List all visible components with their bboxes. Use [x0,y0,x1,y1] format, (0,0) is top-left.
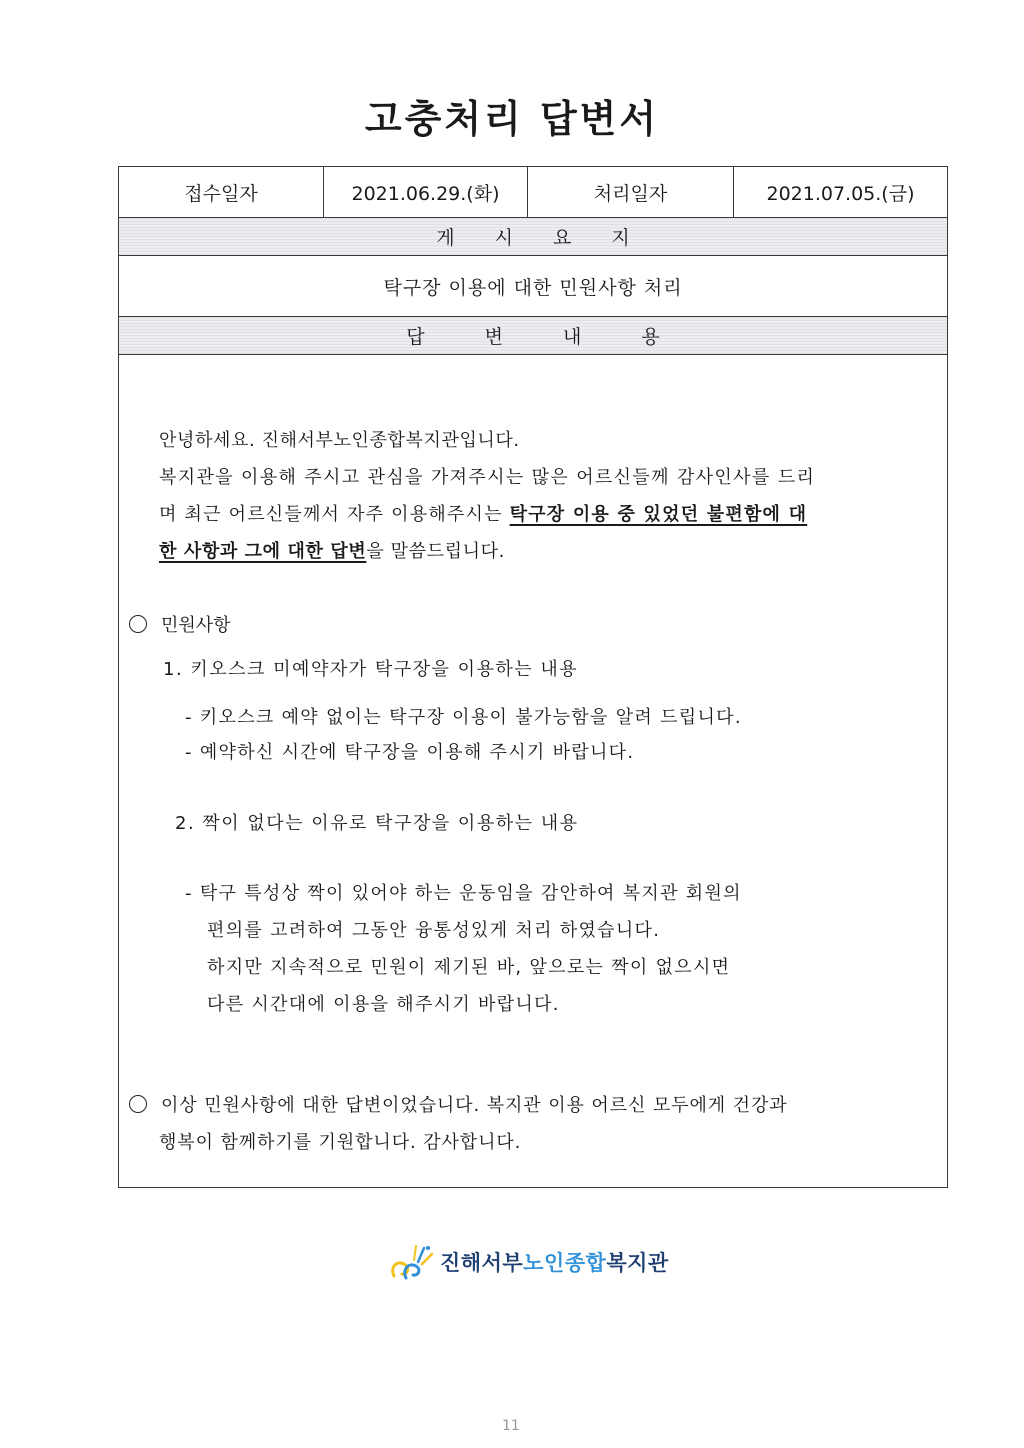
item2-title: 2. 짝이 없다는 이유로 탁구장을 이용하는 내용 [175,813,579,834]
intro-paragraph [159,422,815,570]
answer-header: 답변내용 [406,326,720,348]
document-title: 고충처리 답변서 [364,97,660,141]
item1-bullet-2: - 예약하신 시간에 탁구장을 이용해 주시기 바랍니다. [185,742,635,763]
intro-line-2: 복지관을 이용해 주시고 관심을 가져주시는 많은 어르신들께 감사인사를 드리 [159,467,816,488]
subject-text: 탁구장 이용에 대한 민원사항 처리 [383,276,683,299]
welfare-center-logo [388,1242,669,1282]
intro-line-4-emphasis: 한 사항과 그에 대한 답변 [159,541,367,562]
page-mark: 11 [502,1418,520,1434]
item2-line-2: 편의를 고려하여 그동안 융통성있게 처리 하였습니다. [207,920,661,941]
complaints-heading-label: 민원사항 [161,615,231,636]
subject-header: 게시요지 [436,227,670,249]
item2-line-4: 다른 시간대에 이용을 해주시기 바랍니다. [207,994,560,1015]
intro-line-4 [159,533,815,570]
logo-text [440,1247,669,1277]
logo-text-part-1: 진해서부 [440,1251,524,1275]
answer-header-row [119,317,947,355]
item2-paragraph [185,875,742,1023]
item1-title: 1. 키오스크 미예약자가 탁구장을 이용하는 내용 [163,659,579,680]
intro-line-1: 안녕하세요. 진해서부노인종합복지관입니다. [159,430,520,451]
intro-line-3-emphasis: 탁구장 이용 중 있었던 불편함에 대 [509,504,808,525]
circle-bullet-icon [129,615,147,633]
closing-line-2: 행복이 함께하기를 기원합니다. 감사합니다. [159,1132,522,1153]
intro-line-4-text: 을 말씀드립니다. [366,541,505,562]
circle-bullet-icon [129,1095,147,1113]
processed-date-label: 처리일자 [527,167,733,217]
intro-line-3 [159,496,815,533]
intro-line-3-text: 며 최근 어르신들께서 자주 이용해주시는 [159,504,510,525]
received-date-value: 2021.06.29.(화) [323,167,527,217]
item2-line-1: - 탁구 특성상 짝이 있어야 하는 운동임을 감안하여 복지관 회원의 [185,883,742,904]
logo-text-part-2: 노인종합 [523,1251,607,1275]
subject-row [119,256,947,317]
processed-date-value: 2021.07.05.(금) [733,167,947,217]
closing-line-1 [129,1087,788,1124]
subject-header-row [119,218,947,256]
item2-line-3: 하지만 지속적으로 민원이 제기된 바, 앞으로는 짝이 없으시면 [207,957,731,978]
item1-bullet-1: - 키오스크 예약 없이는 탁구장 이용이 불가능함을 알려 드립니다. [185,707,742,728]
complaints-heading [129,607,231,644]
closing-paragraph [129,1087,788,1161]
date-row [119,167,947,218]
received-date-label: 접수일자 [184,182,258,205]
bird-swirl-logo-icon [388,1242,434,1282]
answer-form [118,166,948,1188]
closing-line-1-text: 이상 민원사항에 대한 답변이었습니다. 복지관 이용 어르신 모두에게 건강과 [161,1095,788,1116]
logo-text-part-3: 복지관 [606,1251,669,1275]
